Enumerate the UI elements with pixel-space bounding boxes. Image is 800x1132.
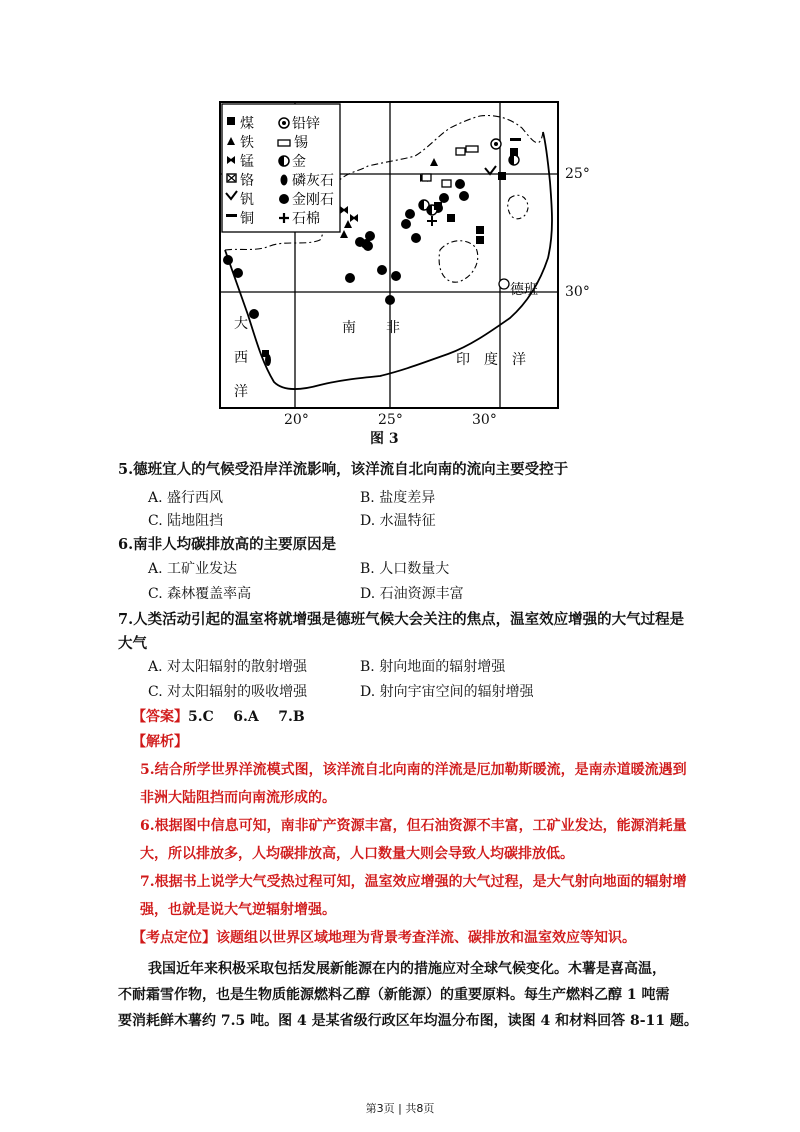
svg-text:铁: 铁	[240, 135, 254, 151]
analysis-line-4: 大，所以排放多，人均碳排放高，人口数量大则会导致人均碳排放低。	[140, 846, 574, 862]
q6-option-d: D. 石油资源丰富	[360, 586, 464, 602]
intro-line-2: 不耐霜雪作物，也是生物质能源燃料乙醇（新能源）的重要原料。每生产燃料乙醇 1 吨需	[118, 987, 670, 1003]
lon-25-label: 25°	[378, 412, 403, 428]
lon-30-label: 30°	[472, 412, 497, 428]
indian-label-3: 洋	[512, 352, 526, 368]
svg-text:钒: 钒	[240, 192, 254, 208]
q5-option-b: B. 盐度差异	[360, 490, 436, 506]
svg-text:金刚石: 金刚石	[292, 192, 334, 208]
q7-option-b: B. 射向地面的辐射增强	[360, 659, 506, 675]
indian-label-1: 印	[456, 352, 470, 368]
question-7-stem-line1: 7.人类活动引起的温室将就增强是德班气候大会关注的焦点，温室效应增强的大气过程是	[118, 611, 685, 628]
lon-20-label: 20°	[284, 412, 309, 428]
answer-tag: 【答案】	[132, 709, 188, 725]
country-label-a: 南	[342, 320, 356, 336]
atlantic-label-2: 西	[234, 350, 248, 366]
svg-text:锡: 锡	[294, 135, 308, 151]
q7-option-c: C. 对太阳辐射的吸收增强	[148, 684, 308, 700]
svg-text:金: 金	[292, 154, 306, 170]
keypoint-text: 该题组以世界区域地理为背景考查洋流、碳排放和温室效应等知识。	[216, 930, 636, 946]
svg-text:铜: 铜	[240, 211, 254, 227]
analysis-line-5: 7.根据书上说学大气受热过程可知，温室效应增强的大气过程，是大气射向地面的辐射增	[140, 874, 687, 890]
svg-text:煤: 煤	[240, 116, 254, 132]
q5-option-d: D. 水温特征	[360, 513, 436, 529]
q6-option-a: A. 工矿业发达	[148, 561, 238, 577]
diamond-symbol	[279, 194, 289, 204]
atlantic-label-3: 洋	[234, 384, 248, 400]
q7-option-a: A. 对太阳辐射的散射增强	[148, 659, 308, 675]
answer-text: 5.C 6.A 7.B	[188, 709, 305, 725]
analysis-line-3: 6.根据图中信息可知，南非矿产资源丰富，但石油资源不丰富，工矿业发达，能源消耗量	[140, 818, 687, 834]
country-label-b: 非	[386, 320, 400, 336]
intro-line-1: 我国近年来积极采取包括发展新能源在内的措施应对全球气候变化。木薯是喜高温，	[148, 961, 666, 977]
analysis-line-6: 强，也就是说大气逆辐射增强。	[140, 902, 336, 918]
page-footer: 第3页 | 共8页	[365, 1102, 435, 1115]
tin-symbol	[278, 140, 290, 146]
intro-line-3: 要消耗鲜木薯约 7.5 吨。图 4 是某省级行政区年均温分布图，读图 4 和材料回答 8-11 题。	[118, 1013, 698, 1029]
q7-option-d: D. 射向宇宙空间的辐射增强	[360, 684, 534, 700]
durban-label: 德班	[510, 282, 538, 298]
analysis-line-1: 5.结合所学世界洋流模式图，该洋流自北向南的洋流是厄加勒斯暖流，是南赤道暖流遇到	[140, 762, 687, 778]
keypoint-line	[132, 927, 636, 947]
svg-text:锰: 锰	[240, 154, 254, 170]
svg-text:铬: 铬	[240, 173, 254, 189]
phosphate-symbol	[281, 175, 288, 186]
question-6-stem: 6.南非人均碳排放高的主要原因是	[118, 536, 337, 553]
q6-option-b: B. 人口数量大	[360, 561, 450, 577]
south-africa-mineral-map	[210, 100, 560, 412]
svg-text:磷灰石: 磷灰石	[292, 173, 334, 189]
q6-option-c: C. 森林覆盖率高	[148, 586, 252, 602]
copper-symbol	[226, 214, 237, 217]
q5-option-a: A. 盛行西风	[148, 490, 224, 506]
lat-25-label: 25°	[565, 166, 590, 182]
indian-label-2: 度	[484, 352, 498, 368]
answer-line	[132, 706, 305, 726]
question-5-stem: 5.德班宜人的气候受沿岸洋流影响，该洋流自北向南的流向主要受控于	[118, 461, 569, 478]
q5-option-c: C. 陆地阻挡	[148, 513, 224, 529]
svg-text:铅锌: 铅锌	[292, 116, 320, 132]
coal-symbol	[227, 117, 235, 125]
figure-caption: 图 3	[370, 431, 399, 447]
svg-text:石棉: 石棉	[292, 211, 320, 227]
keypoint-tag: 【考点定位】	[132, 930, 216, 946]
analysis-tag: 【解析】	[132, 734, 188, 750]
atlantic-label-1: 大	[234, 316, 248, 332]
lat-30-label: 30°	[565, 284, 590, 300]
durban-marker	[499, 279, 509, 289]
question-7-stem-line2: 大气	[118, 635, 147, 652]
analysis-line-2: 非洲大陆阻挡而向南流形成的。	[140, 790, 336, 806]
